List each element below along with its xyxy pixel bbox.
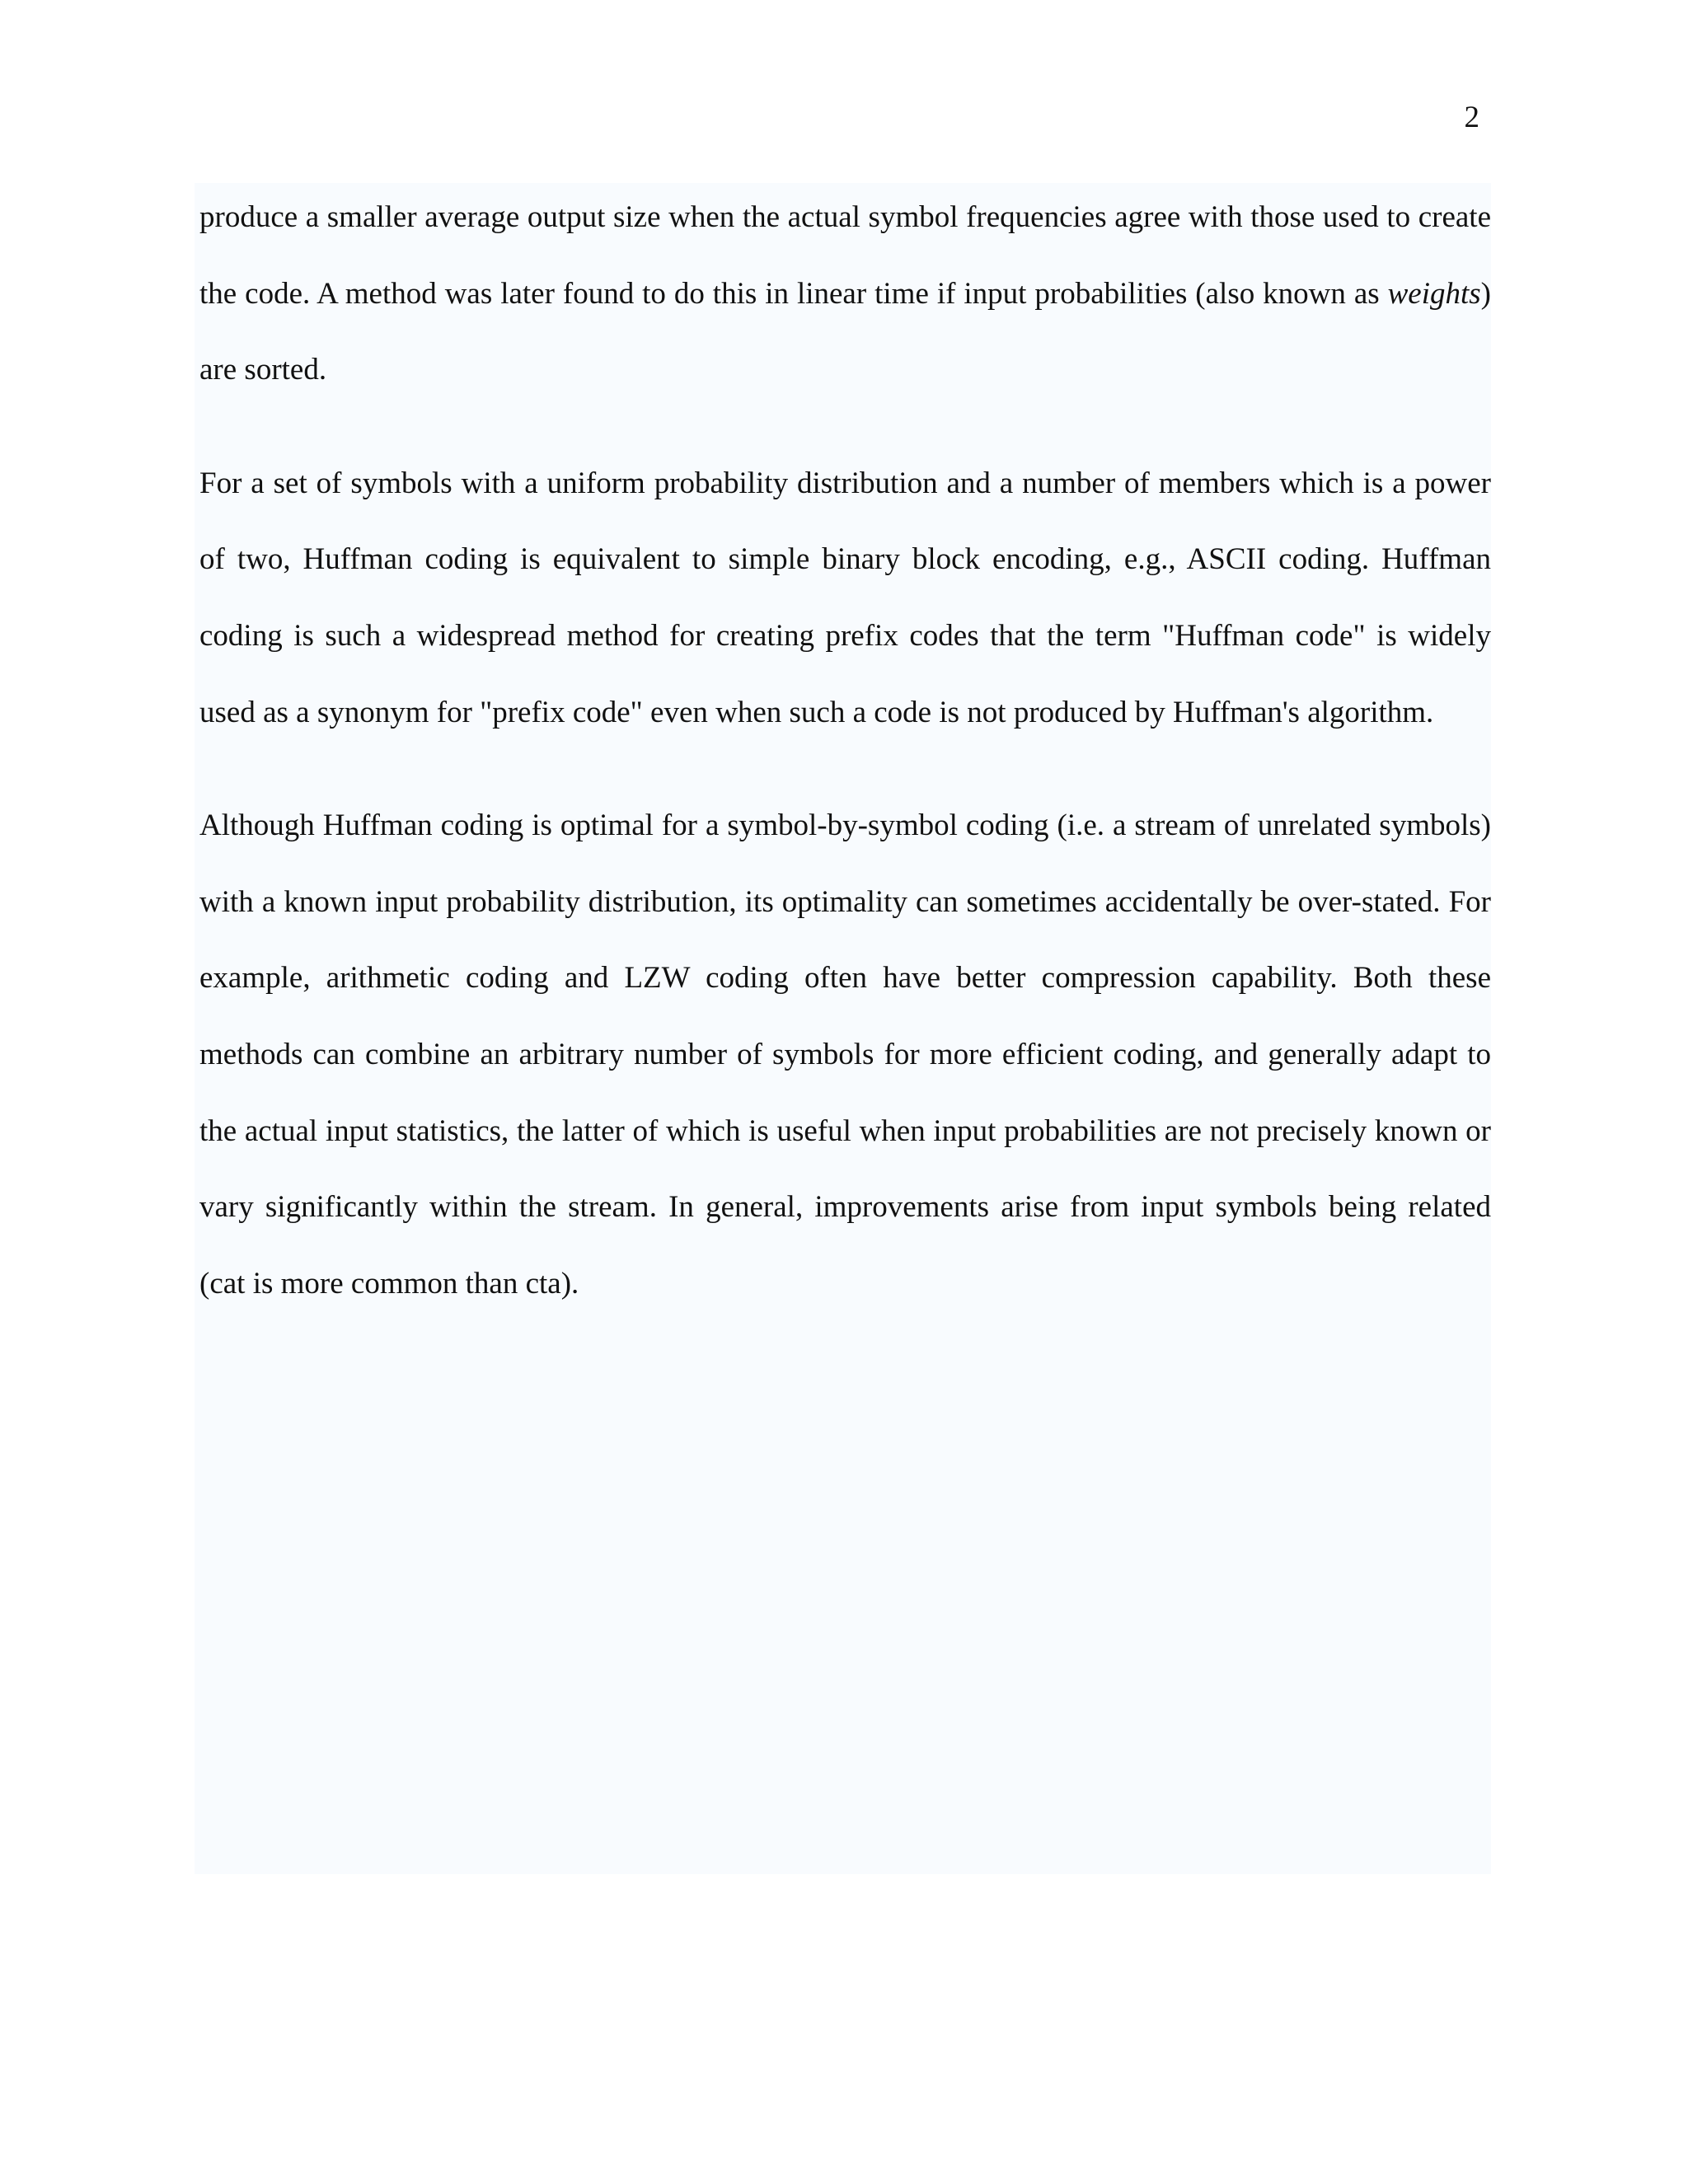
page-number: 2 — [1464, 101, 1479, 134]
paragraph-1-text-end: ) are sorted. — [199, 276, 1491, 387]
paragraph-3: Although Huffman coding is optimal for a symbol-by-symbol coding (i.e. a stream of unrelated symbols) with a known input probability distribution, its optimality can sometimes accidentally be over-stated. For example, arithmetic coding and LZW coding often have better compression capability. Both these methods can combine an arbitrary number of symbols for more efficient coding, and generally adapt to the actual input statistics, the latter of which is useful when input probabilities are not precisely known or vary significantly within the stream. In general, improvements arise from input symbols being related (cat is more common than cta). — [199, 808, 1491, 1301]
document-body — [199, 180, 1491, 1359]
paragraph-1 — [199, 180, 1491, 409]
paragraph-1-text-start: produce a smaller average output size when the actual symbol frequencies agree with those used to create the code. A method was later found to do this in linear time if input probabilities (also known as — [199, 200, 1491, 311]
paragraph-2: For a set of symbols with a uniform probability distribution and a number of members which is a power of two, Huffman coding is equivalent to simple binary block encoding, e.g., ASCII coding. Huffman coding is such a widespread method for creating prefix codes that the term "Huffman code" is widely used as a synonym for "prefix code" even when such a code is not produced by Huffman's algorithm. — [199, 466, 1491, 729]
paragraph-1-emphasis: weights — [1387, 276, 1481, 311]
